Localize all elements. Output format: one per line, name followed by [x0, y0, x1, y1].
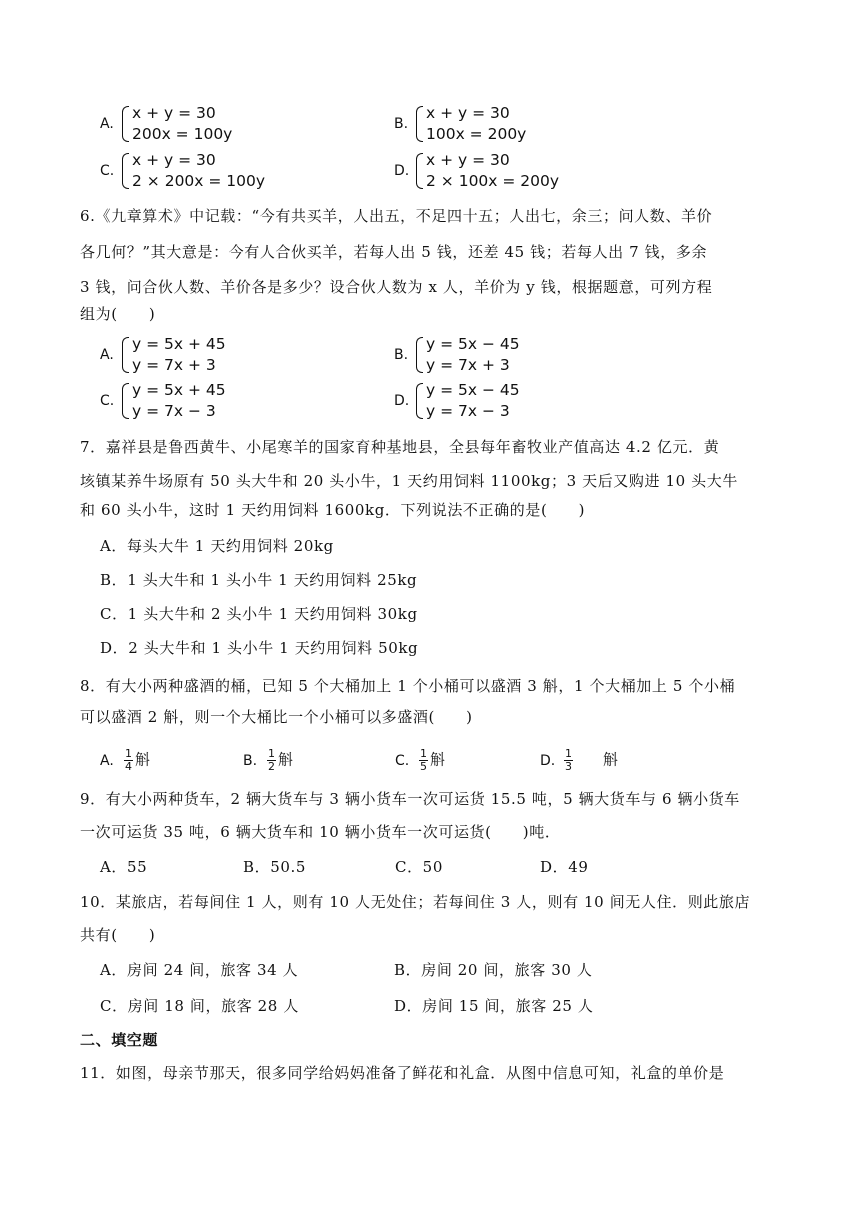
equation-system: y = 5x − 45 y = 7x + 3 — [416, 334, 520, 376]
q6-line-3: 3 钱，问合伙人数、羊价各是多少？设合伙人数为 x 人，羊价为 y 钱，根据题意，可列方程 — [80, 278, 713, 296]
equation-system: x + y = 30 2 × 100x = 200y — [416, 150, 559, 192]
q7-line-2: 垓镇某养牛场原有 50 头大牛和 20 头小牛，1 天约用饲料 1100kg；3 天后又购进 10 头大牛 — [80, 472, 738, 490]
q9-line-2: 一次可运货 35 吨，6 辆大货车和 10 辆小货车一次可运货( )吨． — [80, 823, 561, 841]
fraction: $\frac{1}{5}$ — [420, 747, 427, 773]
q5-option-d: D. x + y = 30 2 × 100x = 200y — [394, 151, 560, 190]
equation-system: y = 5x + 45 y = 7x + 3 — [122, 334, 226, 376]
q8-option-b: B. $\frac{1}{2}$ 斛 — [243, 747, 294, 773]
q5-option-c: C. x + y = 30 2 × 200x = 100y — [100, 151, 266, 190]
q10-line-1: 10．某旅店，若每间住 1 人，则有 10 人无处住；若每间住 3 人，则有 10 间无人住．则此旅店 — [80, 893, 751, 911]
q6-option-d: D. y = 5x − 45 y = 7x − 3 — [394, 381, 520, 420]
q8-line-1: 8．有大小两种盛酒的桶，已知 5 个大桶加上 1 个小桶可以盛酒 3 斛，1 个大桶加上 5 个小桶 — [80, 677, 736, 695]
q7-option-b: B．1 头大牛和 1 头小牛 1 天约用饲料 25kg — [100, 571, 418, 589]
q7-option-a: A．每头大牛 1 天约用饲料 20kg — [100, 537, 334, 555]
q6-option-a: A. y = 5x + 45 y = 7x + 3 — [100, 335, 226, 374]
equation-system: x + y = 30 2 × 200x = 100y — [122, 150, 265, 192]
q6-option-c: C. y = 5x + 45 y = 7x − 3 — [100, 381, 226, 420]
q9-line-1: 9．有大小两种货车，2 辆大货车与 3 辆小货车一次可运货 15.5 吨，5 辆大货车与 6 辆小货车 — [80, 790, 740, 808]
q7-option-c: C．1 头大牛和 2 头小牛 1 天约用饲料 30kg — [100, 605, 418, 623]
q9-option-b: B．50.5 — [243, 858, 307, 876]
q5-option-b: B. x + y = 30 100x = 200y — [394, 104, 527, 143]
q9-option-c: C．50 — [395, 858, 443, 876]
q9-option-a: A．55 — [100, 858, 148, 876]
equation-system: y = 5x − 45 y = 7x − 3 — [416, 380, 520, 422]
fraction: $\frac{1}{3}$ — [565, 747, 572, 773]
q6-line-1: 6.《九章算术》中记载：“今有共买羊，人出五，不足四十五；人出七，余三；问人数、羊价 — [80, 207, 713, 225]
q10-line-2: 共有( ) — [80, 926, 156, 944]
q9-option-d: D．49 — [540, 858, 589, 876]
fraction: $\frac{1}{2}$ — [268, 747, 275, 773]
q7-option-d: D．2 头大牛和 1 头小牛 1 天约用饲料 50kg — [100, 639, 419, 657]
equation-system: y = 5x + 45 y = 7x − 3 — [122, 380, 226, 422]
q10-option-c: C．房间 18 间，旅客 28 人 — [100, 997, 299, 1015]
equation-system: x + y = 30 200x = 100y — [122, 103, 232, 145]
q7-line-3: 和 60 头小牛，这时 1 天约用饲料 1600kg．下列说法不正确的是( ) — [80, 501, 586, 519]
fraction: $\frac{1}{4}$ — [125, 747, 132, 773]
q10-option-a: A．房间 24 间，旅客 34 人 — [100, 961, 299, 979]
q11-line-1: 11．如图，母亲节那天，很多同学给妈妈准备了鲜花和礼盒．从图中信息可知，礼盒的单价是 — [80, 1064, 725, 1082]
q8-line-2: 可以盛酒 2 斛，则一个大桶比一个小桶可以多盛酒( ) — [80, 708, 473, 726]
q10-option-d: D．房间 15 间，旅客 25 人 — [394, 997, 594, 1015]
q8-option-c: C. $\frac{1}{5}$ 斛 — [395, 747, 446, 773]
q10-option-b: B．房间 20 间，旅客 30 人 — [394, 961, 593, 979]
q6-line-2: 各几何？”其大意是：今有人合伙买羊，若每人出 5 钱，还差 45 钱；若每人出 7 钱，多余 — [80, 243, 708, 261]
q6-line-4: 组为( ) — [80, 305, 156, 323]
q6-option-b: B. y = 5x − 45 y = 7x + 3 — [394, 335, 520, 374]
q7-line-1: 7．嘉祥县是鲁西黄牛、小尾寒羊的国家育种基地县，全县每年畜牧业产值高达 4.2 亿元．黄 — [80, 438, 720, 456]
q8-option-d: D. $\frac{1}{3}$ 斛 — [540, 747, 619, 773]
section-heading: 二、填空题 — [80, 1031, 159, 1049]
q8-option-a: A. $\frac{1}{4}$ 斛 — [100, 747, 151, 773]
equation-system: x + y = 30 100x = 200y — [416, 103, 526, 145]
q5-option-a: A. x + y = 30 200x = 100y — [100, 104, 233, 143]
